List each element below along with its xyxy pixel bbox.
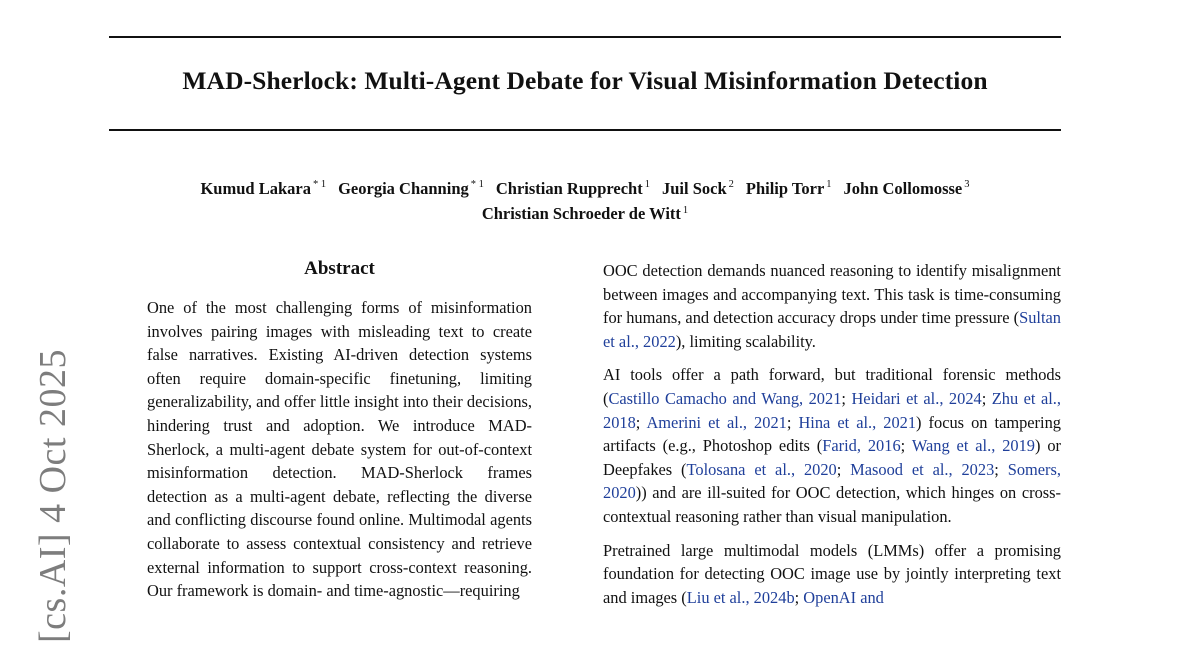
paper-title: MAD-Sherlock: Multi-Agent Debate for Visual Misinformation Detection	[182, 66, 988, 95]
body-text: OOC detection demands nuanced reasoning to identify misalignment between images and accompanying text. This task is time-consuming for humans, and detection accuracy drops under time pressure (	[603, 261, 1061, 328]
citation-link[interactable]: Hina et al., 2021	[798, 412, 917, 432]
body-text: )) and are ill-suited for OOC detection, which hinges on cross-contextual reasoning rather than visual manipulation.	[603, 483, 1061, 526]
author-name-text: John Collomosse	[843, 178, 963, 198]
author-name-text: Christian Rupprecht	[495, 178, 643, 198]
author-name	[844, 179, 970, 198]
author-name	[496, 179, 650, 198]
affiliation-mark: * 1	[470, 179, 484, 190]
citation-link[interactable]: OpenAI and	[803, 587, 884, 607]
bottom-rule	[109, 129, 1061, 131]
body-text: ) focus on tampering artifacts (e.g., Photoshop edits (	[603, 412, 1061, 456]
affiliation-mark: 1	[682, 204, 689, 216]
intro-paragraph-3	[603, 539, 1061, 610]
abstract-heading: Abstract	[304, 258, 375, 279]
intro-paragraph-1	[603, 259, 1061, 353]
citation-link[interactable]: Liu et al., 2024b	[686, 587, 795, 607]
intro-column	[603, 259, 1061, 619]
citation-link[interactable]: Sultan et al., 2022	[603, 308, 1061, 351]
citation-link[interactable]: Wang et al., 2019	[911, 436, 1035, 456]
intro-paragraph-2	[603, 363, 1061, 528]
body-text: ;	[981, 388, 992, 408]
citation-link[interactable]: Masood et al., 2023	[850, 459, 995, 479]
author-name	[200, 179, 326, 198]
body-text: ;	[635, 412, 647, 432]
author-name	[746, 179, 832, 198]
body-text: ) or Deepfakes (	[603, 436, 1062, 479]
arxiv-stamp: [cs.AI] 4 Oct 2025	[32, 349, 74, 643]
abstract-text: One of the most challenging forms of misinformation involves pairing images with misleading text to create false narratives. Existing AI-driven detection systems often require domain-specific finetuning, limiting generalizability, and offer little insight into their decisions, hindering trust and adoption. We introduce MAD-Sherlock, a multi-agent debate system for out-of-context misinformation detection. MAD-Sherlock frames detection as a multi-agent debate, reflecting the diverse and conflicting discourse found online. Multimodal agents collaborate to assess contextual consistency and retrieve external information to support cross-context reasoning. Our framework is domain- and time-agnostic—requiring	[147, 298, 532, 601]
author-name-text: Kumud Lakara	[200, 178, 311, 198]
body-text: ;	[900, 436, 912, 456]
author-line-2	[100, 200, 1070, 226]
body-text: ;	[994, 459, 1008, 479]
affiliation-mark: 1	[826, 179, 832, 190]
affiliation-mark: 1	[644, 179, 650, 190]
affiliation-mark: 2	[728, 179, 734, 190]
affiliation-mark: * 1	[312, 179, 327, 190]
body-text: Pretrained large multimodal models (LMMs) offer a promising foundation for detecting OOC image use by jointly interpreting text and images (	[603, 540, 1061, 607]
top-rule	[109, 36, 1061, 38]
author-name-text: Philip Torr	[745, 178, 825, 198]
affiliation-mark: 3	[964, 179, 970, 190]
author-line-1	[100, 174, 1070, 200]
body-text: AI tools offer a path forward, but traditional forensic methods (	[603, 365, 1061, 408]
abstract-column	[147, 296, 532, 613]
author-name	[338, 179, 484, 198]
citation-link[interactable]: Zhu et al., 2018	[603, 388, 1062, 432]
author-name-text: Georgia Channing	[338, 178, 469, 198]
citation-link[interactable]: Somers, 2020	[603, 459, 1061, 503]
author-list	[100, 174, 1070, 225]
body-text: ;	[786, 412, 799, 432]
citation-link[interactable]: Farid, 2016	[822, 436, 901, 456]
body-text: ;	[794, 587, 804, 607]
body-text: ;	[841, 388, 852, 408]
citation-link[interactable]: Amerini et al., 2021	[646, 412, 787, 432]
body-text: ;	[836, 459, 851, 479]
body-text: ), limiting scalability.	[675, 331, 816, 351]
author-name	[662, 179, 734, 198]
author-name	[482, 204, 688, 223]
citation-link[interactable]: Heidari et al., 2024	[851, 388, 982, 408]
author-name-text: Juil Sock	[661, 178, 727, 198]
author-name-text: Christian Schroeder de Witt	[481, 204, 681, 223]
citation-link[interactable]: Tolosana et al., 2020	[686, 459, 837, 479]
citation-link[interactable]: Castillo Camacho and Wang, 2021	[608, 388, 842, 408]
